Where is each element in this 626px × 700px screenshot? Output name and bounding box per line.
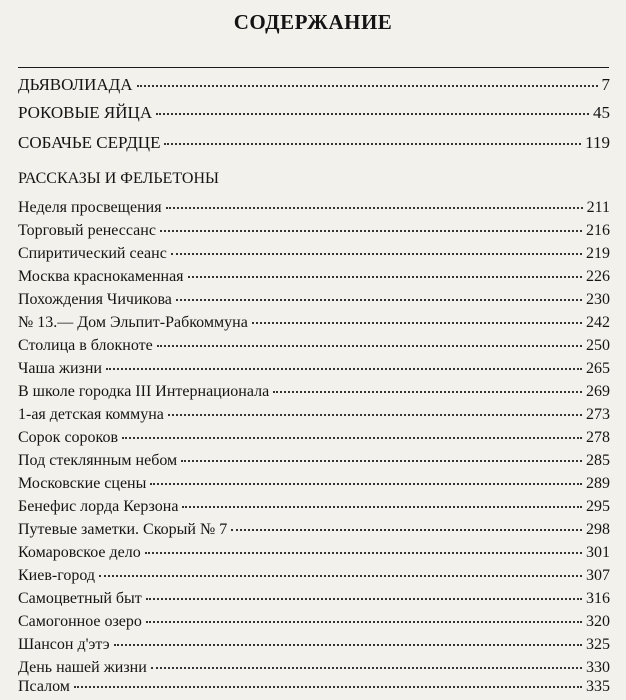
- toc-entry: [18, 406, 610, 424]
- toc-entry-title: Бенефис лорда Керзона: [18, 498, 179, 515]
- toc-entry-title: Под стеклянным небом: [18, 452, 178, 469]
- toc-entry: [18, 360, 610, 378]
- toc-entry-title: День нашей жизни: [18, 659, 147, 676]
- toc-entry-title: Путевые заметки. Скорый № 7: [18, 521, 228, 538]
- toc-entry-title: Шансон д'этэ: [18, 636, 110, 653]
- dot-leader: [74, 686, 582, 688]
- toc-entry: [18, 475, 610, 493]
- toc-entry-page: 301: [586, 544, 610, 561]
- toc-entry: [18, 199, 610, 217]
- dot-leader: [188, 276, 582, 278]
- dot-leader: [176, 299, 582, 301]
- toc-entry-title: Похождения Чичикова: [18, 291, 172, 308]
- toc-entry-title: Комаровское дело: [18, 544, 141, 561]
- dot-leader: [146, 598, 582, 600]
- toc-entry: [18, 133, 610, 153]
- toc-entry: [18, 636, 610, 654]
- dot-leader: [252, 322, 582, 324]
- toc-entry-title: Киев-город: [18, 567, 96, 584]
- toc-entry-title: Спиритический сеанс: [18, 245, 167, 262]
- dot-leader: [151, 667, 582, 669]
- toc-entry-title: Столица в блокноте: [18, 337, 153, 354]
- dot-leader: [156, 113, 589, 115]
- toc-entry: [18, 678, 610, 696]
- toc-entry: [18, 222, 610, 240]
- toc-entry: [18, 291, 610, 309]
- toc-entry: [18, 498, 610, 516]
- toc-entry-page: 278: [586, 429, 610, 446]
- dot-leader: [166, 207, 583, 209]
- dot-leader: [181, 460, 582, 462]
- toc-entry-page: 307: [586, 567, 610, 584]
- toc-entry-page: 226: [586, 268, 610, 285]
- dot-leader: [114, 644, 582, 646]
- toc-entry-title: Самоцветный быт: [18, 590, 142, 607]
- toc-entry-page: 119: [585, 133, 610, 152]
- dot-leader: [145, 552, 582, 554]
- toc-entry: [18, 268, 610, 286]
- toc-entry-title: РОКОВЫЕ ЯЙЦА: [18, 103, 153, 122]
- dot-leader: [157, 345, 582, 347]
- dot-leader: [122, 437, 582, 439]
- toc-entry-title: ДЬЯВОЛИАДА: [18, 75, 133, 94]
- toc-entry: [18, 544, 610, 562]
- toc-entry-page: 335: [586, 678, 610, 695]
- toc-entry-title: Торговый ренессанс: [18, 222, 156, 239]
- dot-leader: [106, 368, 582, 370]
- toc-entry-page: 285: [586, 452, 610, 469]
- toc-entry: [18, 103, 610, 123]
- dot-leader: [146, 621, 582, 623]
- dot-leader: [273, 391, 582, 393]
- dot-leader: [231, 529, 582, 531]
- toc-entry: [18, 245, 610, 263]
- toc-entry: [18, 314, 610, 332]
- toc-entry-page: 295: [586, 498, 610, 515]
- toc-entry-title: В школе городка III Интернационала: [18, 383, 270, 400]
- toc-entry: [18, 567, 610, 585]
- toc-entry-page: 325: [586, 636, 610, 653]
- toc-entry-title: № 13.— Дом Эльпит-Рабкоммуна: [18, 314, 248, 331]
- toc-entry-page: 273: [586, 406, 610, 423]
- toc-entry-page: 250: [586, 337, 610, 354]
- section-heading: РАССКАЗЫ И ФЕЛЬЕТОНЫ: [18, 170, 219, 187]
- toc-entry: [18, 452, 610, 470]
- dot-leader: [171, 253, 582, 255]
- toc-entry-page: 45: [593, 103, 610, 122]
- toc-entry: [18, 590, 610, 608]
- toc-entry-title: Чаша жизни: [18, 360, 102, 377]
- page-title: СОДЕРЖАНИЕ: [233, 10, 393, 34]
- toc-entry-page: 330: [586, 659, 610, 676]
- toc-entry-title: Псалом: [18, 678, 70, 695]
- toc-entry-title: Москва краснокаменная: [18, 268, 184, 285]
- toc-entry-page: 289: [586, 475, 610, 492]
- dot-leader: [182, 506, 582, 508]
- toc-entry-title: 1-ая детская коммуна: [18, 406, 164, 423]
- title-divider: [18, 67, 609, 68]
- toc-entry-title: Самогонное озеро: [18, 613, 142, 630]
- toc-entry-page: 269: [586, 383, 610, 400]
- toc-entry: [18, 659, 610, 677]
- dot-leader: [137, 85, 598, 87]
- toc-entry-page: 230: [586, 291, 610, 308]
- toc-entry-page: 316: [586, 590, 610, 607]
- toc-entry: [18, 383, 610, 401]
- toc-entry-title: Неделя просвещения: [18, 199, 162, 216]
- toc-entry-page: 219: [586, 245, 610, 262]
- toc-entry: [18, 613, 610, 631]
- dot-leader: [99, 575, 582, 577]
- toc-entry-page: 7: [601, 75, 610, 94]
- toc-entry-page: 242: [586, 314, 610, 331]
- dot-leader: [168, 414, 582, 416]
- toc-entry-page: 211: [586, 199, 610, 216]
- toc-entry-title: Сорок сороков: [18, 429, 119, 446]
- toc-entry-page: 265: [586, 360, 610, 377]
- toc-entry: [18, 429, 610, 447]
- dot-leader: [164, 143, 581, 145]
- toc-entry: [18, 75, 610, 95]
- toc-entry: [18, 337, 610, 355]
- toc-entry-title: СОБАЧЬЕ СЕРДЦЕ: [18, 133, 161, 152]
- toc-entry-page: 298: [586, 521, 610, 538]
- dot-leader: [150, 483, 582, 485]
- toc-entry: [18, 521, 610, 539]
- toc-entry-title: Московские сцены: [18, 475, 147, 492]
- dot-leader: [160, 230, 582, 232]
- toc-entry-page: 320: [586, 613, 610, 630]
- toc-entry-page: 216: [586, 222, 610, 239]
